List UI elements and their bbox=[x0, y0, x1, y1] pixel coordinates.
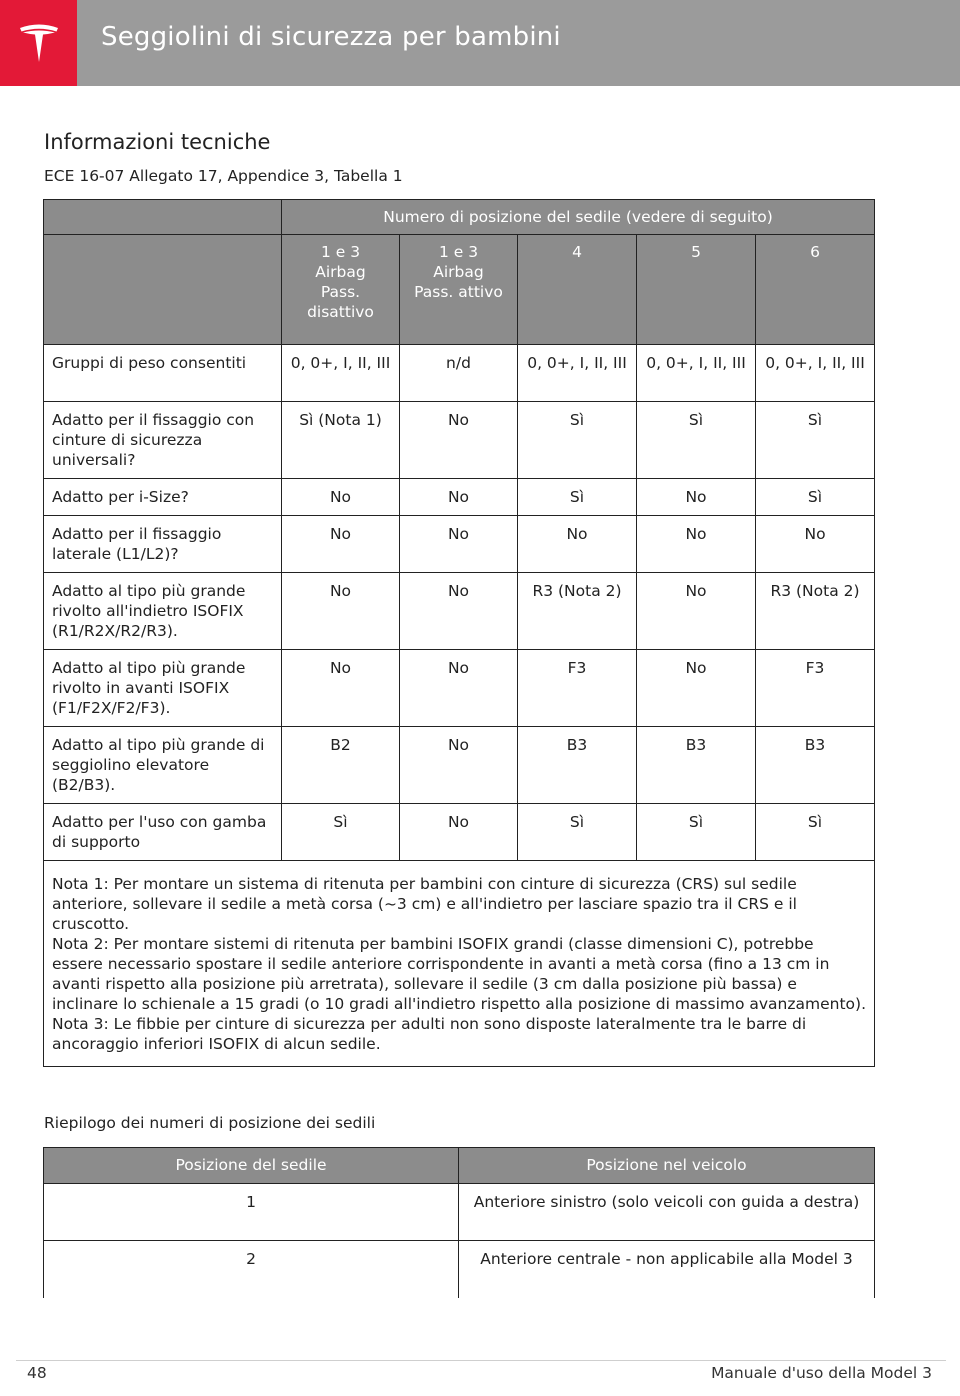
manual-name: Manuale d'uso della Model 3 bbox=[711, 1364, 932, 1382]
seat-compatibility-table bbox=[43, 199, 875, 1067]
column-header bbox=[518, 235, 637, 345]
column-header-line: 1 e 3 bbox=[320, 243, 361, 261]
table-row bbox=[44, 479, 875, 516]
page-number: 48 bbox=[27, 1364, 47, 1382]
column-header bbox=[282, 235, 400, 345]
row-label: Adatto per i-Size? bbox=[44, 479, 282, 516]
seat-position-group-header: Numero di posizione del sedile (vedere di seguito) bbox=[282, 200, 875, 235]
table-cell: No bbox=[400, 402, 518, 479]
table-row bbox=[44, 573, 875, 650]
table-cell: Sì bbox=[518, 479, 637, 516]
column-header-line: 6 bbox=[810, 243, 820, 261]
table-row bbox=[44, 650, 875, 727]
table-cell: No bbox=[400, 804, 518, 861]
table-cell: No bbox=[400, 727, 518, 804]
table-cell: Sì bbox=[282, 804, 400, 861]
row-label: Adatto al tipo più grande rivolto in avanti ISOFIX (F1/F2X/F2/F3). bbox=[44, 650, 282, 727]
table-cell: No bbox=[282, 516, 400, 573]
table-cell: n/d bbox=[400, 345, 518, 402]
notes-cell bbox=[44, 861, 875, 1067]
column-header-line: Airbag bbox=[315, 263, 366, 281]
table-cell: No bbox=[518, 516, 637, 573]
page-header bbox=[0, 0, 960, 86]
section-title: Informazioni tecniche bbox=[44, 130, 271, 154]
table-cell: No bbox=[637, 573, 756, 650]
column-header-line: 4 bbox=[572, 243, 582, 261]
seat-number-cell: 2 bbox=[44, 1241, 459, 1298]
table-cell: No bbox=[282, 479, 400, 516]
row-label: Adatto al tipo più grande rivolto all'indietro ISOFIX (R1/R2X/R2/R3). bbox=[44, 573, 282, 650]
seat-position-summary-table bbox=[43, 1147, 875, 1298]
table-cell: F3 bbox=[756, 650, 875, 727]
table-cell: 0, 0+, I, II, III bbox=[637, 345, 756, 402]
row-label: Adatto per il fissaggio con cinture di sicurezza universali? bbox=[44, 402, 282, 479]
table-cell: Sì bbox=[518, 804, 637, 861]
column-header-line: disattivo bbox=[307, 303, 374, 321]
table-row bbox=[44, 402, 875, 479]
footer-divider bbox=[16, 1360, 946, 1361]
table-cell: 0, 0+, I, II, III bbox=[756, 345, 875, 402]
table-row bbox=[44, 345, 875, 402]
table-cell: Sì bbox=[637, 804, 756, 861]
summary-row bbox=[44, 1184, 875, 1241]
notes-row bbox=[44, 861, 875, 1067]
table-cell: Sì bbox=[756, 479, 875, 516]
table-column-header-row bbox=[44, 235, 875, 345]
table-cell: B3 bbox=[637, 727, 756, 804]
table-cell: No bbox=[282, 650, 400, 727]
table-cell: Sì bbox=[756, 804, 875, 861]
table-cell: No bbox=[400, 516, 518, 573]
note-text: Nota 3: Le fibbie per cinture di sicurezza per adulti non sono disposte lateralmente tra le barre di ancoraggio inferiori ISOFIX di alcun sedile. bbox=[52, 1015, 807, 1053]
table-cell: Sì (Nota 1) bbox=[282, 402, 400, 479]
table-cell: Sì bbox=[637, 402, 756, 479]
summary-row bbox=[44, 1241, 875, 1298]
table-cell: No bbox=[282, 573, 400, 650]
table-row bbox=[44, 727, 875, 804]
table-row bbox=[44, 804, 875, 861]
table-cell: No bbox=[637, 650, 756, 727]
tesla-t-logo-icon bbox=[16, 20, 62, 66]
header-title: Seggiolini di sicurezza per bambini bbox=[101, 22, 561, 52]
table-cell: No bbox=[637, 479, 756, 516]
column-header bbox=[756, 235, 875, 345]
seat-number-cell: 1 bbox=[44, 1184, 459, 1241]
table-cell: F3 bbox=[518, 650, 637, 727]
note-text: Nota 1: Per montare un sistema di ritenuta per bambini con cinture di sicurezza (CRS) sul sedile anteriore, sollevare il sedile a metà corsa (~3 cm) e all'indietro per lasciare spazio tra il CRS e il cruscotto. bbox=[52, 875, 797, 933]
column-header-line: Pass. bbox=[320, 283, 361, 301]
header-seat-position: Posizione del sedile bbox=[44, 1148, 459, 1184]
column-header-line: Airbag bbox=[433, 263, 484, 281]
tesla-logo bbox=[0, 0, 77, 86]
column-header bbox=[400, 235, 518, 345]
table-cell: Sì bbox=[518, 402, 637, 479]
header-vehicle-position: Posizione nel veicolo bbox=[459, 1148, 875, 1184]
table-cell: 0, 0+, I, II, III bbox=[518, 345, 637, 402]
column-header bbox=[637, 235, 756, 345]
column-header-line: Pass. attivo bbox=[414, 283, 503, 301]
table-cell: No bbox=[756, 516, 875, 573]
vehicle-position-cell: Anteriore sinistro (solo veicoli con guida a destra) bbox=[459, 1184, 875, 1241]
column-header-line: 5 bbox=[691, 243, 701, 261]
note-text: Nota 2: Per montare sistemi di ritenuta per bambini ISOFIX grandi (classe dimensioni C), potrebbe essere necessario spostare il sedile anteriore corrispondente in avanti a metà corsa (fino a 13 cm in avanti rispetto alla posizione più arretrata), sollevare il sedile (3 cm dalla posizione più bassa) e inclinare lo schienale a 15 gradi (o 10 gradi all'indietro rispetto alla posizione di massimo avanzamento). bbox=[52, 935, 867, 1013]
row-label: Adatto al tipo più grande di seggiolino elevatore (B2/B3). bbox=[44, 727, 282, 804]
table-cell: B3 bbox=[756, 727, 875, 804]
table-row bbox=[44, 516, 875, 573]
section-subtitle: ECE 16-07 Allegato 17, Appendice 3, Tabella 1 bbox=[44, 167, 403, 185]
summary-header-row bbox=[44, 1148, 875, 1184]
row-label: Adatto per il fissaggio laterale (L1/L2)? bbox=[44, 516, 282, 573]
table-cell: R3 (Nota 2) bbox=[756, 573, 875, 650]
table-cell: No bbox=[400, 650, 518, 727]
table-cell: B3 bbox=[518, 727, 637, 804]
table-cell: No bbox=[400, 479, 518, 516]
table-cell: No bbox=[637, 516, 756, 573]
table-cell: Sì bbox=[756, 402, 875, 479]
summary-label: Riepilogo dei numeri di posizione dei sedili bbox=[44, 1114, 376, 1132]
table-cell: 0, 0+, I, II, III bbox=[282, 345, 400, 402]
row-label: Gruppi di peso consentiti bbox=[44, 345, 282, 402]
table-cell: R3 (Nota 2) bbox=[518, 573, 637, 650]
header-empty-cell bbox=[44, 235, 282, 345]
table-group-header-row bbox=[44, 200, 875, 235]
table-cell: No bbox=[400, 573, 518, 650]
vehicle-position-cell: Anteriore centrale - non applicabile alla Model 3 bbox=[459, 1241, 875, 1298]
column-header-line: 1 e 3 bbox=[438, 243, 479, 261]
table-cell: B2 bbox=[282, 727, 400, 804]
row-label: Adatto per l'uso con gamba di supporto bbox=[44, 804, 282, 861]
header-empty-cell bbox=[44, 200, 282, 235]
